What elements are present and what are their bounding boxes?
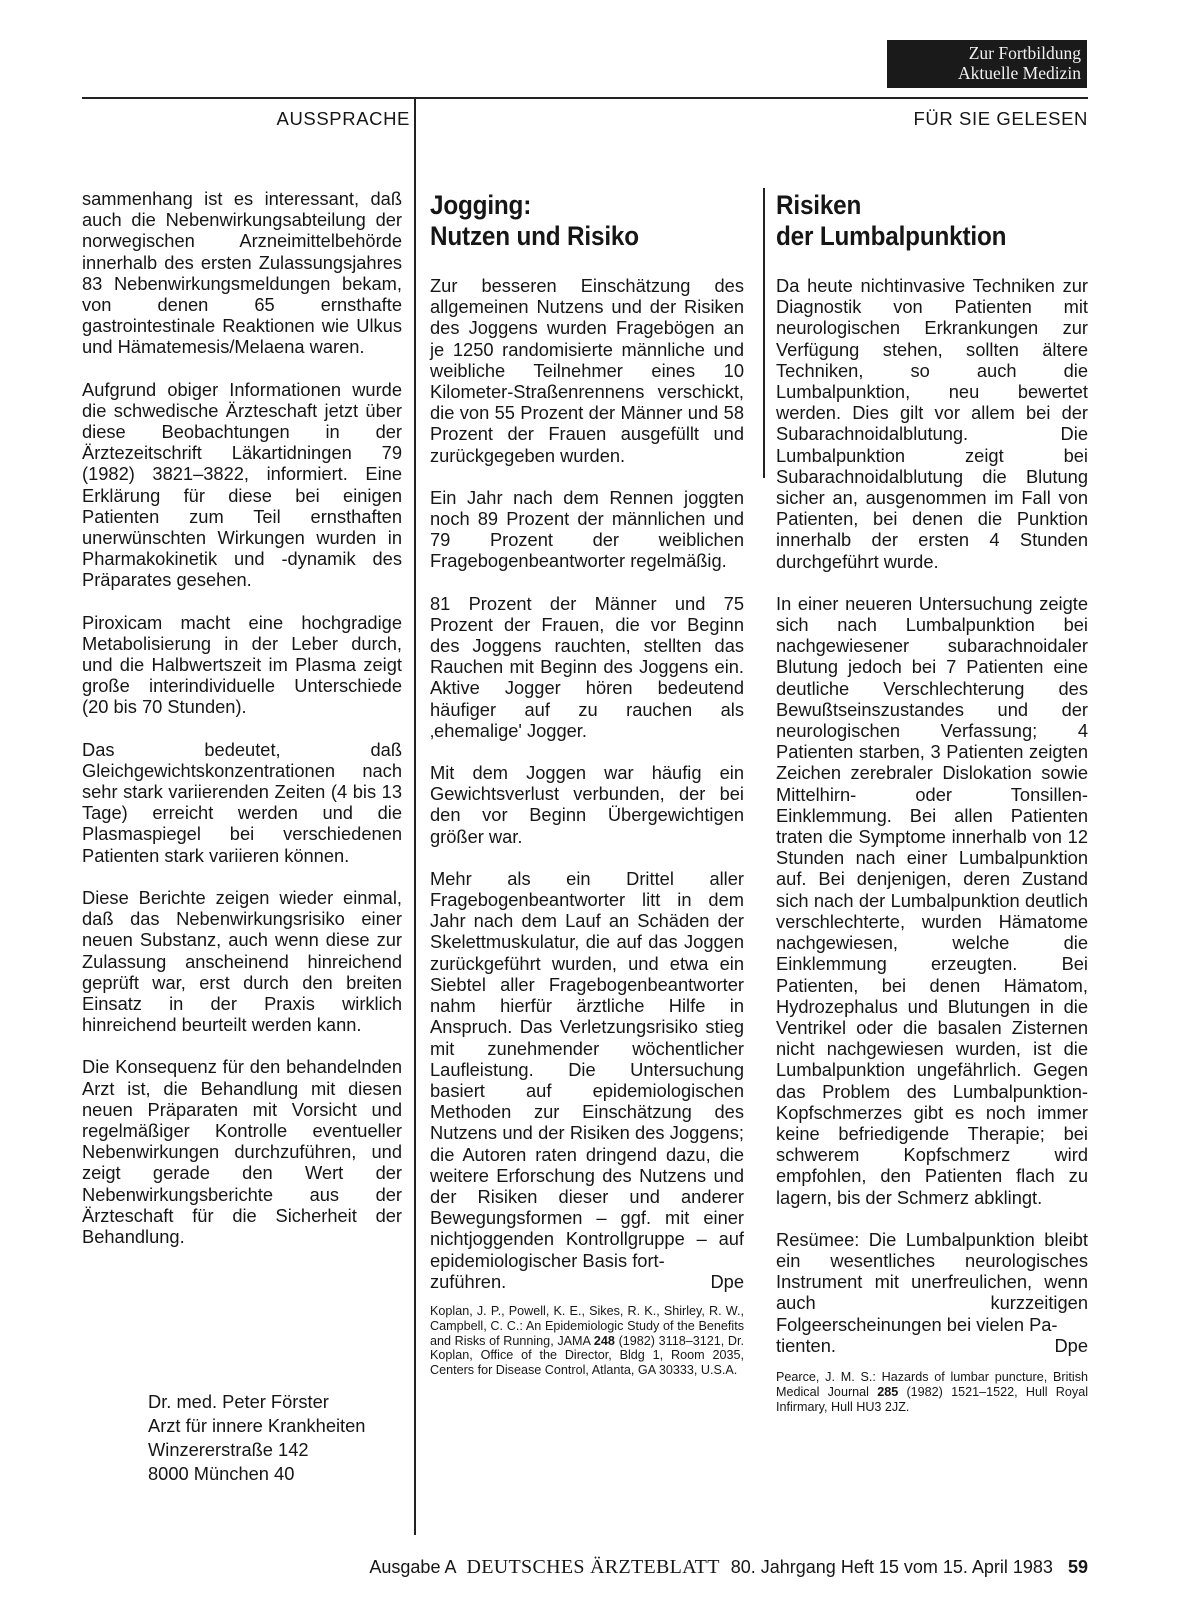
reference-text: (1982) 1521–1522, Hull Royal Infirmary, Hull HU3 2JZ. bbox=[776, 1384, 1088, 1414]
section-badge bbox=[887, 40, 1087, 88]
paragraph: Diese Berichte zeigen wieder einmal, daß das Nebenwirkungsrisiko einer neuen Substanz, auch wenn diese zur Zulassung anscheinend hinreichend geprüft war, erst durch den breiten Einsatz in der Praxis wirklich hinreichend beurteilt werden kann. bbox=[82, 886, 402, 1036]
footer-edition: Ausgabe A bbox=[369, 1557, 456, 1577]
reference-text: (1982) 3118–3121, Dr. Koplan, Office of the Director, Bldg 1, Room 2035, Centers for Disease Control, Atlanta, GA 30333, U.S.A. bbox=[430, 1333, 744, 1378]
article-title bbox=[430, 190, 713, 252]
section-label-right: FÜR SIE GELESEN bbox=[913, 108, 1088, 129]
signature-line: Dr. med. Peter Förster bbox=[148, 1391, 329, 1412]
reference-volume: 285 bbox=[877, 1384, 899, 1399]
signature-line: 8000 München 40 bbox=[148, 1463, 295, 1484]
signature-line: Arzt für innere Krankheiten bbox=[148, 1415, 366, 1436]
article-title bbox=[776, 190, 1057, 252]
author-initials: Dpe bbox=[710, 1270, 744, 1292]
paragraph: 81 Prozent der Männer und 75 Prozent der Frauen, die vor Beginn des Joggens rauchten, stellten das Rauchen mit Beginn des Joggens ein. Aktive Jogger hören bedeutend häufiger auf zu rauchen als ‚ehemalige' Jogger. bbox=[430, 592, 744, 741]
column-divider bbox=[414, 97, 416, 1535]
reference-text: Pearce, J. M. S.: Hazards of lumbar puncture, British Medical Journal bbox=[776, 1369, 1088, 1399]
reference bbox=[430, 1304, 744, 1378]
closing-line bbox=[430, 1271, 744, 1292]
paragraph: sammenhang ist es interessant, daß auch die Nebenwirkungsabteilung der norwegischen Arzneimittelbehörde innerhalb des ersten Zulassungsjahres 83 Nebenwirkungsmeldungen bekam, von denen 65 ernsthafte gastrointestinale Reaktionen wie Ulkus und Hämatemesis/Melaena waren. bbox=[82, 188, 402, 358]
badge-line-1: Zur Fortbildung bbox=[968, 43, 1081, 63]
paragraph: Da heute nichtinvasive Techniken zur Diagnostik von Patienten mit neurologischen Erkrankungen zur Verfügung stehen, sollten ältere Techniken, so auch die Lumbalpunktion, neu bewertet werden. Dies gilt vor allem bei der Subarachnoidalblutung. Die Lumbalpunktion zeigt bei Subarachnoidalblutung die Blutung sicher an, ausgenommen im Fall von Patienten, bei denen die Punktion innerhalb der ersten 4 Stunden durchgeführt wurde. bbox=[776, 275, 1088, 572]
paragraph: Piroxicam macht eine hochgradige Metabolisierung in der Leber durch, und die Halbwertszeit im Plasma zeigt große interindividuelle Unterschiede (20 bis 70 Stunden). bbox=[82, 611, 402, 718]
title-line: Jogging: bbox=[430, 190, 532, 220]
paragraph: Das bedeutet, daß Gleichgewichtskonzentrationen nach sehr stark variierenden Zeiten (4 bis 13 Tage) erreicht werden und die Plasmaspiegel bei verschiedenen Patienten stark variieren können. bbox=[82, 738, 402, 866]
closing-line bbox=[776, 1335, 1088, 1356]
title-side-rule bbox=[763, 188, 765, 478]
title-line: Risiken bbox=[776, 190, 862, 220]
page-number: 59 bbox=[1067, 1557, 1088, 1577]
author-initials: Dpe bbox=[1054, 1334, 1088, 1356]
closing-text: zuführen. bbox=[430, 1270, 507, 1292]
paragraph: In einer neueren Untersuchung zeigte sich nach Lumbalpunktion bei nachgewiesener subarachnoidaler Blutung jedoch bei 7 Patienten eine deutliche Verschlechterung des Bewußtseinszustandes und der neurologischen Verfassung; 4 Patienten starben, 3 Patienten zeigten Zeichen zerebraler Dislokation sowie Mittelhirn- oder Tonsillen-Einklemmung. Bei allen Patienten traten die Symptome innerhalb von 12 Stunden nach einer Lumbalpunktion auf. Bei denjenigen, deren Zustand sich nach der Lumbalpunktion deutlich verschlechterte, wurden Hämatome nachgewiesen, welche die Einklemmung erzeugten. Bei Patienten, bei denen Hämatom, Hydrozephalus und Blutungen in die Ventrikel oder die basalen Zisternen nicht nachgewiesen wurden, ist die Lumbalpunktion ungefährlich. Gegen das Problem des Lumbalpunktion-Kopfschmerzes gibt es noch immer keine befriedigende Therapie; bei schwerem Kopfschmerz wird empfohlen, den Patienten flach zu lagern, bis der Schmerz abklingt. bbox=[776, 592, 1088, 1208]
paragraph: Resümee: Die Lumbalpunktion bleibt ein wesentliches neurologisches Instrument mit unerfreulichen, wenn auch kurzzeitigen Folgeerscheinungen bei vielen Pa- bbox=[776, 1228, 1088, 1335]
footer-journal: DEUTSCHES ÄRZTEBLATT bbox=[466, 1556, 720, 1578]
closing-text: tienten. bbox=[776, 1334, 836, 1356]
article-lumbalpunktion bbox=[776, 188, 1088, 1414]
reference bbox=[776, 1370, 1088, 1414]
paragraph: Mit dem Joggen war häufig ein Gewichtsverlust verbunden, der bei den vor Beginn Übergewichtigen größer war. bbox=[430, 762, 744, 847]
signature-line: Winzererstraße 142 bbox=[148, 1439, 309, 1460]
paragraph: Mehr als ein Drittel aller Fragebogenbeantworter litt in dem Jahr nach dem Lauf an Schäden der Skelettmuskulatur, die auf das Joggen zurückgeführt wurden, und etwa ein Siebtel aller Fragebogenbeantworter nahm hierfür ärztliche Hilfe in Anspruch. Das Verletzungsrisiko stieg mit zunehmender wöchentlicher Laufleistung. Die Untersuchung basiert auf epidemiologischen Methoden zur Einschätzung des Nutzens und der Risiken des Joggens; die Autoren raten dringend dazu, die weitere Erforschung des Nutzens und der Risiken dieser und anderer Bewegungsformen – ggf. mit einer nichtjoggenden Kontrollgruppe – auf epidemiologischer Basis fort- bbox=[430, 867, 744, 1271]
section-label-left: AUSSPRACHE bbox=[276, 108, 410, 129]
badge-line-2: Aktuelle Medizin bbox=[958, 63, 1081, 83]
article-jogging bbox=[430, 188, 744, 1378]
title-line: der Lumbalpunktion bbox=[776, 221, 1007, 251]
paragraph: Aufgrund obiger Informationen wurde die schwedische Ärzteschaft jetzt über diese Beobachtungen in der Ärztezeitschrift Läkartidningen 79 (1982) 3821–3822, informiert. Eine Erklärung für diese bei einigen Patienten zum Teil ernsthaften unerwünschten Wirkungen wurden in Pharmakokinetik und -dynamik des Präparates gesehen. bbox=[82, 378, 402, 591]
footer-issue: 80. Jahrgang Heft 15 vom 15. April 1983 bbox=[730, 1557, 1053, 1577]
column-aussprache bbox=[82, 188, 402, 1268]
author-signature bbox=[148, 1390, 365, 1486]
reference-volume: 248 bbox=[593, 1333, 615, 1348]
reference-text: Koplan, J. P., Powell, K. E., Sikes, R. K., Shirley, R. W., Campbell, C. C.: An Epidemiologic Study of the Benefits and Risks of Running, JAMA bbox=[430, 1303, 744, 1348]
paragraph: Ein Jahr nach dem Rennen joggten noch 89 Prozent der männlichen und 79 Prozent der weiblichen Fragebogenbeantworter regelmäßig. bbox=[430, 486, 744, 572]
page-footer bbox=[0, 1556, 1088, 1579]
paragraph: Die Konsequenz für den behandelnden Arzt ist, die Behandlung mit diesen neuen Präparaten mit Vorsicht und regelmäßiger Kontrolle eventueller Nebenwirkungen durchzuführen, und zeigt gerade den Wert der Nebenwirkungsberichte aus der Ärzteschaft für die Sicherheit der Behandlung. bbox=[82, 1056, 402, 1247]
paragraph: Zur besseren Einschätzung des allgemeinen Nutzens und der Risiken des Joggens wurden Fragebögen an je 1250 randomisierte männliche und weibliche Teilnehmer eines 10 Kilometer-Straßenrennens verschickt, die von 55 Prozent der Männer und 58 Prozent der Frauen ausgefüllt und zurückgegeben wurden. bbox=[430, 275, 744, 466]
header-rule bbox=[82, 97, 1088, 99]
title-line: Nutzen und Risiko bbox=[430, 221, 639, 251]
